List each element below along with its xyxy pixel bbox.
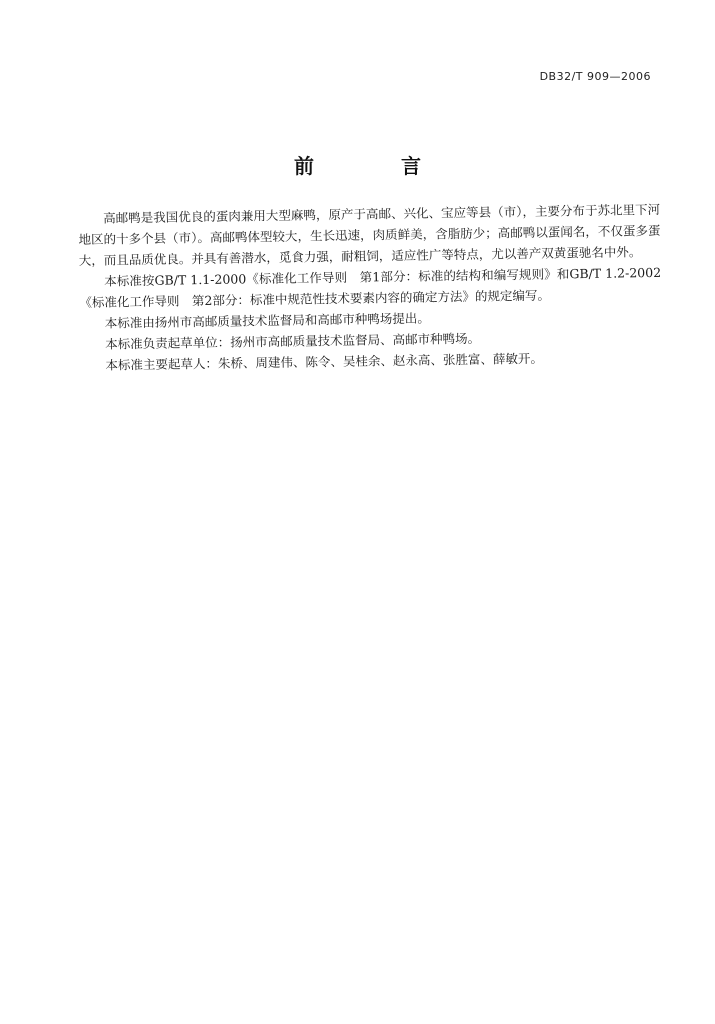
paragraph-proposer: 本标准由扬州市高邮质量技术监督局和高邮市种鸭场提出。 [104,310,430,331]
document-code: DB32/T 909—2006 [539,70,651,83]
paragraph-drafting-unit: 本标准负责起草单位：扬州市高邮质量技术监督局、高邮市种鸭场。 [105,330,481,352]
paragraph-drafters: 本标准主要起草人：朱桥、周建伟、陈令、吴桂余、赵永高、张胜富、薛敏开。 [105,350,544,373]
foreword-body [78,199,663,376]
paragraph-drafting-rules: 本标准按GB/T 1.1-2000《标准化工作导则 第1部分：标准的结构和编写规则》和GB/T 1.2-2002《标准化工作导则 第2部分：标准中规范性技术要素内容的确定方法》的规定编写。 [79,264,662,310]
paragraph-origin: 高邮鸭是我国优良的蛋肉兼用大型麻鸭，原产于高邮、兴化、宝应等县（市），主要分布于苏北里下河地区的十多个县（市）。高邮鸭体型较大，生长迅速，肉质鲜美，含脂肪少；高邮鸭以蛋闻名，不仅蛋多蛋大，而且品质优良。并具有善潜水，觅食力强，耐粗饲，适应性广等特点，尤以善产双黄蛋驰名中外。 [78,201,661,268]
page-title: 前 言 [294,154,461,178]
